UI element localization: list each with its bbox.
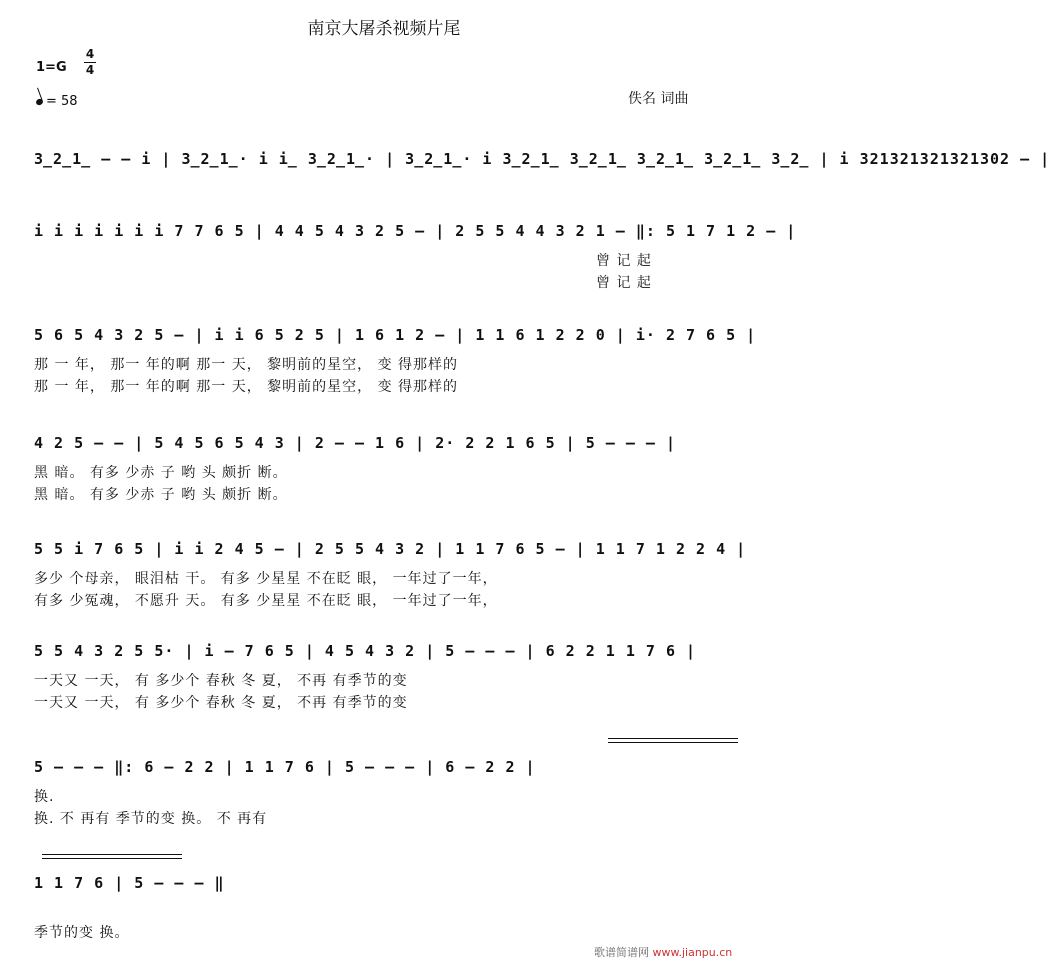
notation-line-4: 4 2 5 – – | 5 4 5 6 5 4 3 | 2 – – 1 6 | 2· 2 2 1 6 5 | 5 – – – | [34, 434, 676, 452]
lyric-line-6b: 一天又 一天， 有 多少个 春秋 冬 夏， 不再 有季节的变 [34, 695, 408, 711]
lyric-line-4b: 黑 暗。 有多 少赤 子 哟 头 颇折 断。 [34, 487, 288, 503]
song-title: 南京大屠杀视频片尾 [307, 19, 461, 39]
notation-line-7: 5 – – – ‖: 6 – 2 2 | 1 1 7 6 | 5 – – – | 6 – 2 2 | [34, 758, 536, 776]
lyric-line-6a: 一天又 一天， 有 多少个 春秋 冬 夏， 不再 有季节的变 [34, 673, 408, 689]
notation-line-2: i i i i i i i 7 7 6 5 | 4 4 5 4 3 2 5 – | 2 5 5 4 4 3 2 1 – ‖: 5 1 7 1 2 – | [34, 222, 797, 240]
notation-line-8: 1 1 7 6 | 5 – – – ‖ [34, 874, 225, 892]
time-numerator: 4 [85, 47, 95, 61]
ending-bracket-line [42, 854, 182, 855]
time-signature [84, 48, 96, 77]
quarter-note-icon [35, 97, 44, 105]
lyric-line-5a: 多少 个母亲， 眼泪枯 干。 有多 少星星 不在眨 眼， 一年过了一年， [34, 571, 498, 587]
lyric-line-3b: 那 一 年， 那一 年的啊 那一 天， 黎明前的星空， 变 得那样的 [34, 379, 459, 395]
lyric-line-5b: 有多 少冤魂， 不愿升 天。 有多 少星星 不在眨 眼， 一年过了一年， [34, 593, 498, 609]
watermark-site: 歌谱简谱网 [594, 946, 649, 959]
notation-line-1: 3̲2̲1̲ – – i | 3̲2̲1̲· i i̲ 3̲2̲1̲· | 3̲2̲1̲· i 3̲2̲1̲ 3̲2̲1̲ 3̲2̲1̲ 3̲2̲1̲ 3̲2̲ | i 321321321321302 – | [34, 150, 1050, 168]
time-denominator: 4 [85, 63, 95, 77]
notation-line-6: 5 5 4 3 2 5 5· | i – 7 6 5 | 4 5 4 3 2 | 5 – – – | 6 2 2 1 1 7 6 | [34, 642, 697, 660]
lyric-line-7a: 换. [34, 789, 55, 805]
ending-bracket-line [42, 858, 182, 859]
composer-credit: 佚名 词曲 [628, 91, 689, 107]
notation-line-5: 5 5 i 7 6 5 | i i 2 4 5 – | 2 5 5 4 3 2 | 1 1 7 6 5 – | 1 1 7 1 2 2 4 | [34, 540, 747, 558]
notation-line-3: 5 6 5 4 3 2 5 – | i i 6 5 2 5 | 1 6 1 2 – | 1 1 6 1 2 2 0 | i· 2 7 6 5 | [34, 326, 757, 344]
lyric-line-2a: 曾 记 起 [596, 253, 652, 269]
site-watermark [594, 944, 732, 960]
lyric-line-3a: 那 一 年， 那一 年的啊 那一 天， 黎明前的星空， 变 得那样的 [34, 357, 459, 373]
watermark-url: www.jianpu.cn [652, 946, 733, 959]
ending-bracket-line [608, 738, 738, 739]
lyric-line-4a: 黑 暗。 有多 少赤 子 哟 头 颇折 断。 [34, 465, 288, 481]
lyric-line-2b: 曾 记 起 [596, 275, 652, 291]
tempo-value: = 58 [46, 94, 78, 109]
tempo-marking [36, 94, 78, 109]
ending-bracket-line [608, 742, 738, 743]
key-signature: 1=G [36, 60, 67, 75]
lyric-line-7b: 换. 不 再有 季节的变 换。 不 再有 [34, 811, 268, 827]
lyric-line-8: 季节的变 换。 [34, 925, 130, 941]
